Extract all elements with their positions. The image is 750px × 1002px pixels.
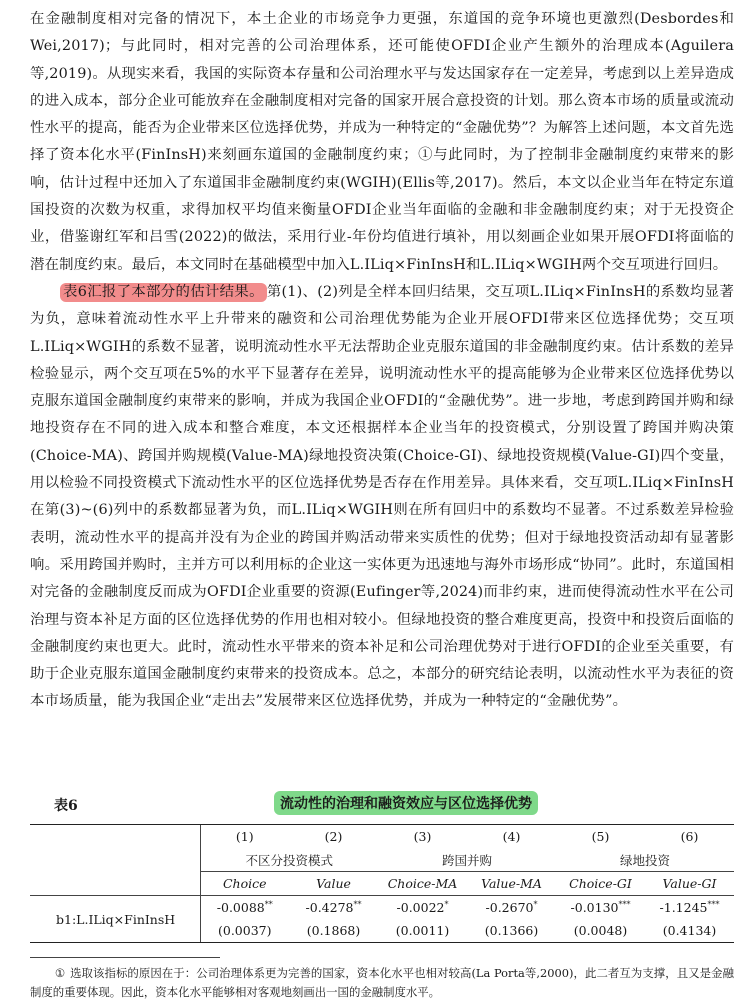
col-num-2: (2) — [289, 825, 378, 849]
table-title: 流动性的治理和融资效应与区位选择优势 — [274, 791, 538, 815]
var-1: Choice — [200, 872, 289, 896]
paragraph-2-body: 第(1)、(2)列是全样本回归结果，交互项L.ILiq×FinInsH的系数均显著为负，意味着流动性水平上升带来的融资和公司治理优势能为企业开展OFDI带来区位选择优势；交互项L.ILiq×WGIH的系数不显著，说明流动性水平无法帮助企业克服东道国的非金融制度约束。估计系数的差异检验显示，两个交互项在5%的水平下显著存在差异，说明流动性水平的提高能够为企业带来区位选择优势以克服东道国金融制度约束带来的影响，并成为我国企业OFDI的“金融优势”。进一步地，考虑到跨国并购和绿地投资存在不同的进入成本和整合难度，本文还根据样本企业当年的投资模式，分别设置了跨国并购决策(Choice-MA)、跨国并购规模(Value-MA)绿地投资决策(Choice-GI)、绿地投资规模(Value-GI)四个变量，用以检验不同投资模式下流动性水平的区位选择优势是否存在作用差异。具体来看，交互项L.ILiq×FinInsH在第(3)~(6)列中的系数都显著为负，而L.ILiq×WGIH则在所有回归中的系数均不显著。不过系数差异检验表明，流动性水平的提高并没有为企业的跨国并购活动带来实质性的优势；但对于绿地投资活动却有显著影响。采用跨国并购时，主并方可以利用标的企业这一实体更为迅速地与海外市场形成“协同”。此时，东道国相对完备的金融制度反而成为OFDI企业重要的资源(Eufinger等,2024)而非约束，进而使得流动性水平在公司治理与资本补足方面的区位选择优势的作用也相对较小。但绿地投资的整合难度更高，投资中和投资后面临的金融制度约束也更大。此时，流动性水平带来的资本补足和公司治理优势对于进行OFDI的企业至关重要，有助于企业克服东道国金融制度约束带来的投资成本。总之，本部分的研究结论表明，以流动性水平为表征的资本市场质量，能为我国企业“走出去”发展带来区位选择优势，并成为一种特定的“金融优势”。 — [30, 283, 735, 710]
footnote-divider — [30, 957, 220, 958]
col-num-6: (6) — [645, 825, 734, 849]
table-header — [30, 791, 734, 819]
paragraph-2 — [30, 279, 734, 716]
stars-6: *** — [707, 899, 720, 909]
se-2: (0.1868) — [289, 919, 378, 943]
coef-4: -0.2670 — [485, 900, 534, 916]
stars-4: * — [533, 899, 538, 909]
se-5: (0.0048) — [556, 919, 645, 943]
col-num-5: (5) — [556, 825, 645, 849]
se-6: (0.4134) — [645, 919, 734, 943]
coef-1: -0.0088 — [216, 900, 265, 916]
coef-3: -0.0022 — [396, 900, 445, 916]
var-3: Choice-MA — [378, 872, 467, 896]
stars-5: *** — [618, 899, 631, 909]
coef-2: -0.4278 — [305, 900, 354, 916]
stars-2: ** — [353, 899, 362, 909]
stars-1: ** — [264, 899, 273, 909]
coef-5: -0.0130 — [570, 900, 619, 916]
page — [30, 6, 735, 999]
group-ma: 跨国并购 — [378, 848, 556, 872]
stars-3: * — [444, 899, 449, 909]
footnote-marker: ① — [54, 966, 66, 980]
var-4: Value-MA — [467, 872, 556, 896]
col-num-1: (1) — [200, 825, 289, 849]
group-all: 不区分投资模式 — [200, 848, 378, 872]
var-6: Value-GI — [645, 872, 734, 896]
row-label: b1:L.ILiq×FinInsH — [30, 896, 200, 943]
paragraph-1: 在金融制度相对完备的情况下，本土企业的市场竞争力更强，东道国的竞争环境也更激烈(Desbordes和Wei,2017)；与此同时，相对完善的公司治理体系，还可能使OFDI企业产生额外的治理成本(Aguilera等,2019)。从现实来看，我国的实际资本存量和公司治理水平与发达国家存在一定差异，考虑到以上差异造成的进入成本，部分企业可能放弃在金融制度相对完备的国家开展合意投资的计划。那么资本市场的质量或流动性水平的提高，能否为企业带来区位选择优势，并成为一种特定的“金融优势”？为解答上述问题，本文首先选择了资本化水平(FinInsH)来刻画东道国的金融制度约束；①与此同时，为了控制非金融制度约束带来的影响，估计过程中还加入了东道国非金融制度约束(WGIH)(Ellis等,2017)。然后，本文以企业当年在特定东道国投资的次数为权重，求得加权平均值来衡量OFDI企业当年面临的金融和非金融制度约束；对于无投资企业，借鉴谢红军和吕雪(2022)的做法，采用行业-年份均值进行填补，用以刻画企业如果开展OFDI将面临的潜在制度约束。最后，本文同时在基础模型中加入L.ILiq×FinInsH和L.ILiq×WGIH两个交互项进行回归。 — [30, 11, 734, 273]
group-gi: 绿地投资 — [556, 848, 734, 872]
col-num-3: (3) — [378, 825, 467, 849]
highlighted-sentence: 表6汇报了本部分的估计结果。 — [60, 283, 267, 302]
col-num-4: (4) — [467, 825, 556, 849]
var-5: Choice-GI — [556, 872, 645, 896]
footnote — [30, 964, 734, 1002]
results-table — [30, 824, 734, 943]
se-1: (0.0037) — [200, 919, 289, 943]
var-2: Value — [289, 872, 378, 896]
se-3: (0.0011) — [378, 919, 467, 943]
table-label: 表6 — [54, 798, 78, 814]
coef-6: -1.1245 — [659, 900, 708, 916]
footnote-text: 选取该指标的原因在于：公司治理体系更为完善的国家，资本化水平也相对较高(La Porta等,2000)，此二者互为支撑，且又是金融制度的重要体现。因此，资本化水平能够相对客观地刻画出一国的金融制度水平。 — [30, 966, 734, 999]
se-4: (0.1366) — [467, 919, 556, 943]
